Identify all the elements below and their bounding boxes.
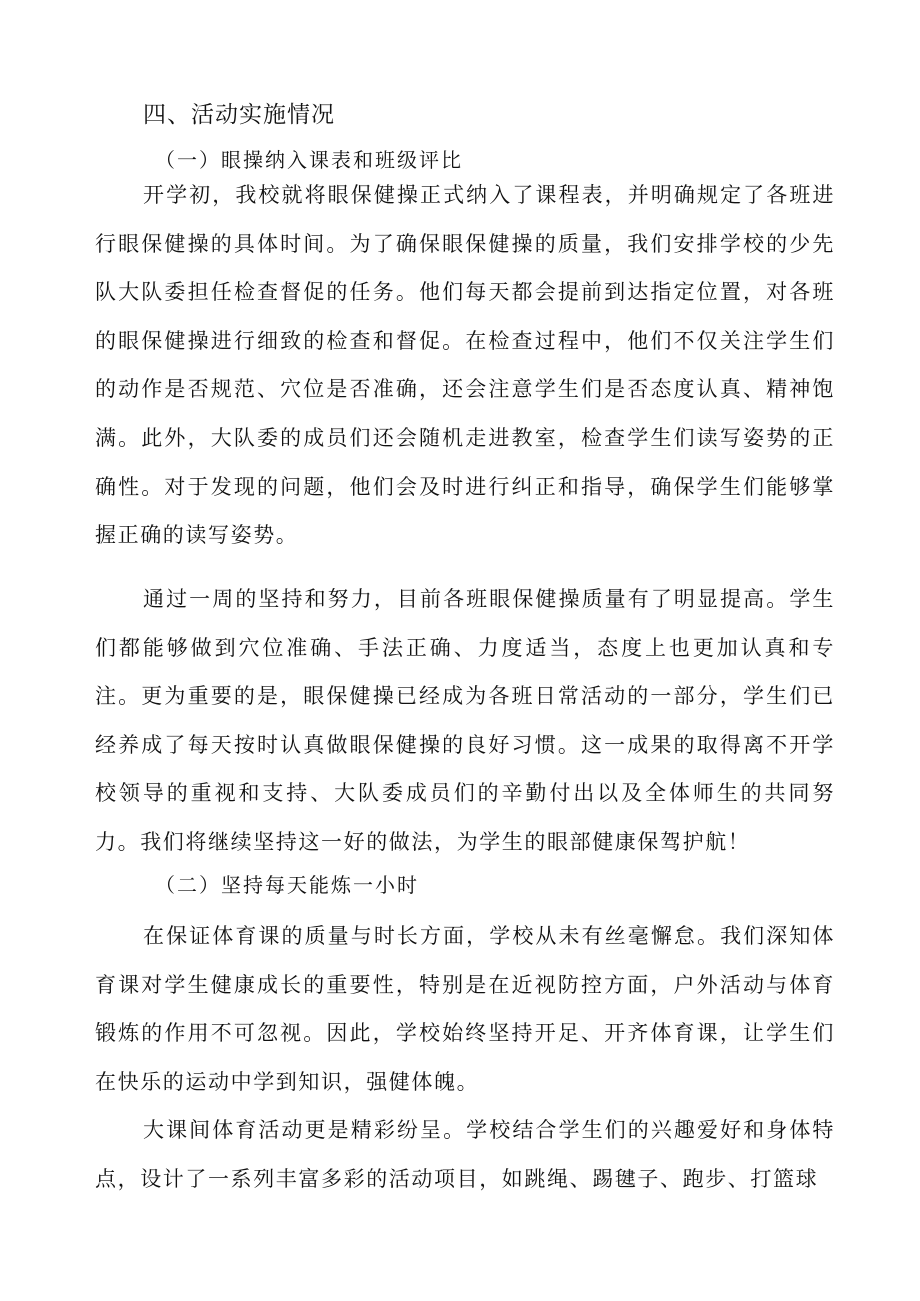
paragraph: 在保证体育课的质量与时长方面，学校从未有丝毫懈怠。我们深知体育课对学生健康成长的重要性，特别是在近视防控方面，户外活动与体育锻炼的作用不可忽视。因此，学校始终坚持开足、开齐体育课，让学生们在快乐的运动中学到知识，强健体魄。 <box>95 924 835 1094</box>
paragraph: 开学初，我校就将眼保健操正式纳入了课程表，并明确规定了各班进行眼保健操的具体时间。为了确保眼保健操的质量，我们安排学校的少先队大队委担任检查督促的任务。他们每天都会提前到达指定位置，对各班的眼保健操进行细致的检查和督促。在检查过程中，他们不仅关注学生们的动作是否规范、穴位是否准确，还会注意学生们是否态度认真、精神饱满。此外，大队委的成员们还会随机走进教室，检查学生们读写姿势的正确性。对于发现的问题，他们会及时进行纠正和指导，确保学生们能够掌握正确的读写姿势。 <box>95 183 835 548</box>
paragraph: 大课间体育活动更是精彩纷呈。学校结合学生们的兴趣爱好和身体特点，设计了一系列丰富多彩的活动项目，如跳绳、踢毽子、跑步、打篮球 <box>95 1118 835 1191</box>
paragraph: 通过一周的坚持和努力，目前各班眼保健操质量有了明显提高。学生们都能够做到穴位准确、手法正确、力度适当，态度上也更加认真和专注。更为重要的是，眼保健操已经成为各班日常活动的一部分，学生们已经养成了每天按时认真做眼保健操的良好习惯。这一成果的取得离不开学校领导的重视和支持、大队委成员们的辛勤付出以及全体师生的共同努力。我们将继续坚持这一好的做法，为学生的眼部健康保驾护航！ <box>95 587 835 854</box>
subsection-heading-eye-exercises: （一）眼操纳入课表和班级评比 <box>155 148 463 172</box>
subsection-heading-daily-exercise: （二）坚持每天能炼一小时 <box>155 873 419 897</box>
section-heading: 四、活动实施情况 <box>143 102 335 128</box>
